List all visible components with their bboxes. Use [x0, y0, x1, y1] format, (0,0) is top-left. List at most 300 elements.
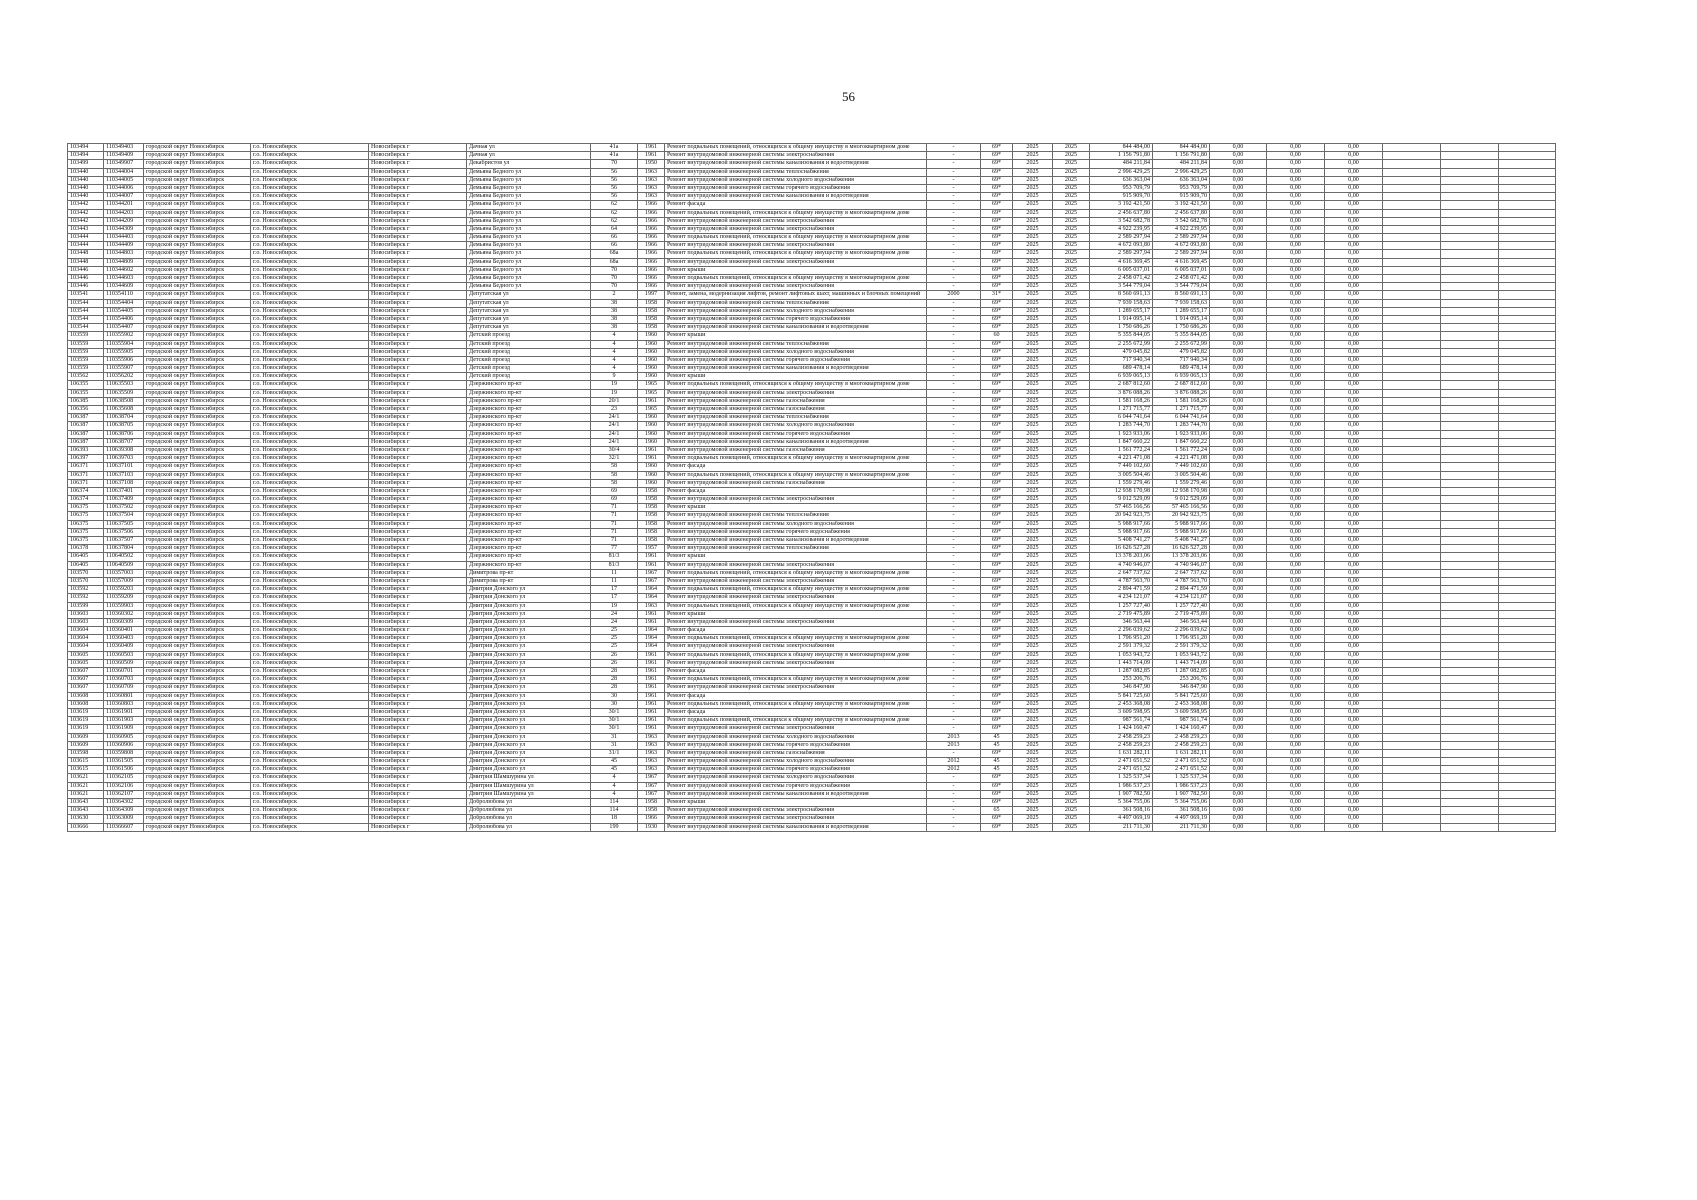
cell-street: Детский проезд	[467, 340, 591, 348]
cell-work-type: Ремонт внутридомовой инженерной системы горячего водоснабжения	[665, 766, 927, 774]
cell-municipal-district: г.о. Новосибирск	[251, 365, 369, 373]
cell-total-cost: 6 939 065,13	[1090, 373, 1153, 381]
cell-plan-end-year: 2025	[1053, 307, 1090, 315]
cell-house-number: 58	[591, 479, 638, 487]
cell-street: Дзержинского пр-кт	[467, 561, 591, 569]
cell-house-number: 62	[591, 209, 638, 217]
cell-work-id: 110637108	[104, 479, 144, 487]
cell-extra-col-1	[1383, 324, 1441, 332]
cell-street: Демьяна Бедного ул	[467, 242, 591, 250]
cell-street: Дмитрия Донского ул	[467, 618, 591, 626]
cell-extra-col-3	[1499, 635, 1556, 643]
cell-extra-col-1	[1383, 455, 1441, 463]
cell-budget-local: 0,00	[1325, 275, 1383, 283]
cell-municipality: городской округ Новосибирск	[144, 160, 251, 168]
cell-budget-regional: 0,00	[1267, 496, 1325, 504]
cell-work-id: 110360801	[104, 692, 144, 700]
cell-locality: Новосибирск г	[369, 234, 467, 242]
cell-fund-cost: 2 255 672,99	[1153, 340, 1210, 348]
cell-extra-col-1	[1383, 176, 1441, 184]
cell-street: Добролюбова ул	[467, 807, 591, 815]
cell-budget-regional: 0,00	[1267, 225, 1325, 233]
cell-extra-col-3	[1499, 291, 1556, 299]
cell-budget-federal: 0,00	[1210, 504, 1267, 512]
cell-extra-col-1	[1383, 487, 1441, 495]
table-row	[68, 758, 1556, 766]
cell-extra-col-3	[1499, 610, 1556, 618]
cell-house-id: 106375	[68, 504, 104, 512]
cell-work-type: Ремонт внутридомовой инженерной системы электроснабжения	[665, 643, 927, 651]
cell-house-number: 62	[591, 201, 638, 209]
cell-street: Депутатская ул	[467, 299, 591, 307]
cell-locality: Новосибирск г	[369, 193, 467, 201]
cell-extra-col-1	[1383, 381, 1441, 389]
cell-extra-col-2	[1441, 602, 1499, 610]
table-row	[68, 438, 1556, 446]
cell-fund-cost: 211 711,30	[1153, 823, 1210, 831]
cell-budget-local: 0,00	[1325, 496, 1383, 504]
cell-budget-local: 0,00	[1325, 446, 1383, 454]
cell-budget-local: 0,00	[1325, 635, 1383, 643]
table-row	[68, 324, 1556, 332]
cell-plan-start-year: 2025	[1013, 242, 1053, 250]
cell-house-number: 71	[591, 520, 638, 528]
cell-municipality: городской округ Новосибирск	[144, 176, 251, 184]
cell-fund-cost: 4 672 093,80	[1153, 242, 1210, 250]
cell-extra-col-1	[1383, 569, 1441, 577]
cell-extra-col-2	[1441, 209, 1499, 217]
cell-house-number: 45	[591, 766, 638, 774]
cell-house-number: 114	[591, 807, 638, 815]
cell-municipal-district: г.о. Новосибирск	[251, 144, 369, 152]
cell-fund-cost: 3 609 598,95	[1153, 708, 1210, 716]
cell-street: Демьяна Бедного ул	[467, 168, 591, 176]
cell-street: Демьяна Бедного ул	[467, 258, 591, 266]
cell-house-number: 56	[591, 193, 638, 201]
cell-work-id: 110360403	[104, 635, 144, 643]
cell-work-type: Ремонт внутридомовой инженерной системы электроснабжения	[665, 594, 927, 602]
cell-extra-col-1	[1383, 659, 1441, 667]
cell-municipal-district: г.о. Новосибирск	[251, 184, 369, 192]
cell-street: Демьяна Бедного ул	[467, 201, 591, 209]
cell-extra-col-3	[1499, 414, 1556, 422]
cell-extra-col-2	[1441, 471, 1499, 479]
cell-municipality: городской округ Новосибирск	[144, 758, 251, 766]
table-row	[68, 332, 1556, 340]
cell-last-repair-year: -	[927, 446, 981, 454]
cell-work-type: Ремонт внутридомовой инженерной системы электроснабжения	[665, 152, 927, 160]
cell-house-id: 106405	[68, 553, 104, 561]
cell-budget-local: 0,00	[1325, 528, 1383, 536]
cell-house-number: 81/3	[591, 553, 638, 561]
cell-municipal-district: г.о. Новосибирск	[251, 823, 369, 831]
cell-budget-federal: 0,00	[1210, 446, 1267, 454]
cell-house-id: 103605	[68, 659, 104, 667]
cell-municipality: городской округ Новосибирск	[144, 545, 251, 553]
cell-extra-col-1	[1383, 258, 1441, 266]
cell-budget-federal: 0,00	[1210, 168, 1267, 176]
cell-extra-col-3	[1499, 676, 1556, 684]
cell-work-id: 110360401	[104, 627, 144, 635]
cell-work-type: Ремонт внутридомовой инженерной системы горячего водоснабжения	[665, 528, 927, 536]
cell-work-type: Ремонт внутридомовой инженерной системы газоснабжения	[665, 749, 927, 757]
cell-plan-end-year: 2025	[1053, 430, 1090, 438]
cell-total-cost: 5 408 741,27	[1090, 537, 1153, 545]
cell-budget-local: 0,00	[1325, 152, 1383, 160]
cell-locality: Новосибирск г	[369, 389, 467, 397]
cell-municipal-district: г.о. Новосибирск	[251, 422, 369, 430]
cell-work-id: 110366607	[104, 823, 144, 831]
cell-street: Добролюбова ул	[467, 815, 591, 823]
cell-extra-col-1	[1383, 217, 1441, 225]
cell-municipal-district: г.о. Новосибирск	[251, 340, 369, 348]
cell-budget-regional: 0,00	[1267, 725, 1325, 733]
cell-budget-local: 0,00	[1325, 782, 1383, 790]
cell-work-id: 110638707	[104, 438, 144, 446]
cell-street: Детский проезд	[467, 365, 591, 373]
cell-budget-local: 0,00	[1325, 668, 1383, 676]
cell-locality: Новосибирск г	[369, 545, 467, 553]
table-row	[68, 708, 1556, 716]
cell-extra-col-3	[1499, 700, 1556, 708]
cell-work-id: 110364309	[104, 807, 144, 815]
cell-work-type: Ремонт внутридомовой инженерной системы канализования и водоотведения	[665, 438, 927, 446]
cell-extra-col-3	[1499, 471, 1556, 479]
cell-work-id: 110637409	[104, 496, 144, 504]
cell-fund-cost: 2 456 637,80	[1153, 209, 1210, 217]
cell-locality: Новосибирск г	[369, 225, 467, 233]
cell-budget-federal: 0,00	[1210, 299, 1267, 307]
cell-extra-col-1	[1383, 537, 1441, 545]
cell-municipal-district: г.о. Новосибирск	[251, 479, 369, 487]
cell-house-number: 24	[591, 610, 638, 618]
cell-extra-col-3	[1499, 537, 1556, 545]
cell-budget-federal: 0,00	[1210, 676, 1267, 684]
cell-budget-regional: 0,00	[1267, 160, 1325, 168]
cell-extra-col-1	[1383, 356, 1441, 364]
cell-municipal-district: г.о. Новосибирск	[251, 332, 369, 340]
cell-work-type: Ремонт внутридомовой инженерной системы канализования и водоотведения	[665, 324, 927, 332]
cell-extra-col-3	[1499, 807, 1556, 815]
table-row	[68, 479, 1556, 487]
cell-extra-col-3	[1499, 356, 1556, 364]
cell-plan-start-year: 2025	[1013, 176, 1053, 184]
cell-total-cost: 6 044 741,64	[1090, 414, 1153, 422]
cell-last-repair-year: -	[927, 684, 981, 692]
cell-municipality: городской округ Новосибирск	[144, 487, 251, 495]
cell-last-repair-year: -	[927, 315, 981, 323]
cell-extra-col-3	[1499, 692, 1556, 700]
cell-budget-federal: 0,00	[1210, 209, 1267, 217]
cell-municipality: городской округ Новосибирск	[144, 528, 251, 536]
cell-house-number: 69	[591, 487, 638, 495]
cell-plan-end-year: 2025	[1053, 332, 1090, 340]
cell-total-cost: 4 922 239,95	[1090, 225, 1153, 233]
cell-municipality: городской округ Новосибирск	[144, 332, 251, 340]
cell-work-type: Ремонт внутридомовой инженерной системы горячего водоснабжения	[665, 741, 927, 749]
cell-locality: Новосибирск г	[369, 463, 467, 471]
cell-extra-col-2	[1441, 414, 1499, 422]
cell-work-type: Ремонт подвальных помещений, относящихся к общему имуществу в многоквартирном доме	[665, 455, 927, 463]
cell-locality: Новосибирск г	[369, 299, 467, 307]
cell-total-cost: 1 914 095,14	[1090, 315, 1153, 323]
cell-locality: Новосибирск г	[369, 422, 467, 430]
cell-plan-end-year: 2025	[1053, 397, 1090, 405]
cell-last-repair-year: 2013	[927, 733, 981, 741]
cell-municipal-district: г.о. Новосибирск	[251, 176, 369, 184]
cell-last-repair-year: -	[927, 373, 981, 381]
cell-plan-end-year: 2025	[1053, 299, 1090, 307]
table-row	[68, 209, 1556, 217]
cell-extra-col-3	[1499, 455, 1556, 463]
cell-house-number: 77	[591, 545, 638, 553]
cell-extra-col-2	[1441, 455, 1499, 463]
cell-wear-percent: 69*	[981, 749, 1013, 757]
cell-house-number: 11	[591, 569, 638, 577]
cell-plan-start-year: 2025	[1013, 291, 1053, 299]
cell-extra-col-2	[1441, 766, 1499, 774]
cell-last-repair-year: -	[927, 168, 981, 176]
cell-total-cost: 7 449 102,60	[1090, 463, 1153, 471]
table-row	[68, 365, 1556, 373]
cell-budget-local: 0,00	[1325, 766, 1383, 774]
cell-plan-end-year: 2025	[1053, 217, 1090, 225]
cell-house-number: 81/3	[591, 561, 638, 569]
cell-wear-percent: 69*	[981, 569, 1013, 577]
cell-work-id: 110637505	[104, 520, 144, 528]
cell-work-type: Ремонт внутридомовой инженерной системы электроснабжения	[665, 618, 927, 626]
cell-budget-federal: 0,00	[1210, 479, 1267, 487]
cell-build-year: 1966	[638, 201, 665, 209]
table-row	[68, 790, 1556, 798]
cell-fund-cost: 6 939 065,13	[1153, 373, 1210, 381]
cell-street: Демьяна Бедного ул	[467, 283, 591, 291]
cell-municipal-district: г.о. Новосибирск	[251, 381, 369, 389]
cell-budget-regional: 0,00	[1267, 790, 1325, 798]
cell-wear-percent: 69*	[981, 299, 1013, 307]
cell-plan-start-year: 2025	[1013, 741, 1053, 749]
cell-municipality: городской округ Новосибирск	[144, 299, 251, 307]
cell-fund-cost: 1 631 282,11	[1153, 749, 1210, 757]
table-row	[68, 397, 1556, 405]
cell-work-type: Ремонт внутридомовой инженерной системы канализования и водоотведения	[665, 160, 927, 168]
cell-locality: Новосибирск г	[369, 741, 467, 749]
cell-budget-regional: 0,00	[1267, 823, 1325, 831]
cell-budget-federal: 0,00	[1210, 823, 1267, 831]
cell-wear-percent: 69*	[981, 717, 1013, 725]
cell-municipality: городской округ Новосибирск	[144, 496, 251, 504]
cell-extra-col-1	[1383, 586, 1441, 594]
cell-work-type: Ремонт подвальных помещений, относящихся к общему имуществу в многоквартирном доме	[665, 471, 927, 479]
cell-plan-end-year: 2025	[1053, 684, 1090, 692]
cell-house-number: 56	[591, 168, 638, 176]
cell-wear-percent: 69*	[981, 618, 1013, 626]
cell-build-year: 1997	[638, 291, 665, 299]
cell-fund-cost: 1 914 095,14	[1153, 315, 1210, 323]
cell-budget-local: 0,00	[1325, 463, 1383, 471]
cell-build-year: 1960	[638, 365, 665, 373]
cell-municipal-district: г.о. Новосибирск	[251, 438, 369, 446]
cell-street: Дмитрия Шамшурина ул	[467, 782, 591, 790]
cell-municipality: городской округ Новосибирск	[144, 512, 251, 520]
cell-last-repair-year: -	[927, 430, 981, 438]
cell-budget-local: 0,00	[1325, 618, 1383, 626]
cell-street: Демьяна Бедного ул	[467, 176, 591, 184]
cell-plan-start-year: 2025	[1013, 422, 1053, 430]
cell-plan-end-year: 2025	[1053, 184, 1090, 192]
cell-last-repair-year: -	[927, 487, 981, 495]
cell-work-id: 110344006	[104, 184, 144, 192]
cell-total-cost: 5 988 917,66	[1090, 520, 1153, 528]
cell-work-id: 110344005	[104, 176, 144, 184]
cell-budget-federal: 0,00	[1210, 234, 1267, 242]
cell-extra-col-2	[1441, 397, 1499, 405]
cell-fund-cost: 2 296 039,62	[1153, 627, 1210, 635]
cell-municipal-district: г.о. Новосибирск	[251, 275, 369, 283]
cell-total-cost: 3 542 682,78	[1090, 217, 1153, 225]
cell-extra-col-3	[1499, 799, 1556, 807]
cell-house-id: 103541	[68, 291, 104, 299]
cell-total-cost: 12 938 170,98	[1090, 487, 1153, 495]
cell-wear-percent: 69*	[981, 209, 1013, 217]
cell-house-number: 58	[591, 471, 638, 479]
cell-wear-percent: 69*	[981, 528, 1013, 536]
cell-plan-end-year: 2025	[1053, 283, 1090, 291]
cell-municipality: городской округ Новосибирск	[144, 446, 251, 454]
cell-extra-col-1	[1383, 561, 1441, 569]
cell-locality: Новосибирск г	[369, 471, 467, 479]
cell-wear-percent: 69*	[981, 774, 1013, 782]
cell-plan-end-year: 2025	[1053, 422, 1090, 430]
cell-extra-col-2	[1441, 152, 1499, 160]
cell-municipality: городской округ Новосибирск	[144, 717, 251, 725]
cell-plan-start-year: 2025	[1013, 659, 1053, 667]
cell-plan-end-year: 2025	[1053, 242, 1090, 250]
cell-total-cost: 361 508,16	[1090, 807, 1153, 815]
cell-budget-regional: 0,00	[1267, 307, 1325, 315]
cell-build-year: 1960	[638, 422, 665, 430]
cell-street: Дзержинского пр-кт	[467, 463, 591, 471]
cell-municipal-district: г.о. Новосибирск	[251, 815, 369, 823]
cell-build-year: 1961	[638, 553, 665, 561]
cell-budget-federal: 0,00	[1210, 160, 1267, 168]
cell-budget-regional: 0,00	[1267, 733, 1325, 741]
table-row	[68, 315, 1556, 323]
cell-total-cost: 2 296 039,62	[1090, 627, 1153, 635]
cell-build-year: 1957	[638, 545, 665, 553]
cell-extra-col-1	[1383, 684, 1441, 692]
cell-house-id: 103604	[68, 627, 104, 635]
cell-house-id: 106393	[68, 446, 104, 454]
cell-extra-col-2	[1441, 708, 1499, 716]
cell-plan-end-year: 2025	[1053, 144, 1090, 152]
cell-last-repair-year: -	[927, 700, 981, 708]
cell-budget-regional: 0,00	[1267, 504, 1325, 512]
cell-extra-col-3	[1499, 569, 1556, 577]
cell-work-type: Ремонт подвальных помещений, относящихся к общему имуществу в многоквартирном доме	[665, 717, 927, 725]
cell-plan-end-year: 2025	[1053, 225, 1090, 233]
cell-fund-cost: 253 206,76	[1153, 676, 1210, 684]
cell-municipal-district: г.о. Новосибирск	[251, 569, 369, 577]
cell-last-repair-year: -	[927, 643, 981, 651]
cell-fund-cost: 1 289 655,17	[1153, 307, 1210, 315]
cell-budget-regional: 0,00	[1267, 512, 1325, 520]
page-number: 56	[842, 89, 855, 104]
cell-build-year: 1963	[638, 168, 665, 176]
cell-plan-end-year: 2025	[1053, 463, 1090, 471]
cell-build-year: 1963	[638, 602, 665, 610]
cell-last-repair-year: -	[927, 471, 981, 479]
cell-municipal-district: г.о. Новосибирск	[251, 758, 369, 766]
cell-municipality: городской округ Новосибирск	[144, 283, 251, 291]
cell-extra-col-1	[1383, 528, 1441, 536]
cell-municipality: городской округ Новосибирск	[144, 463, 251, 471]
cell-house-id: 103559	[68, 356, 104, 364]
cell-municipality: городской округ Новосибирск	[144, 651, 251, 659]
cell-extra-col-3	[1499, 225, 1556, 233]
cell-locality: Новосибирск г	[369, 217, 467, 225]
cell-build-year: 1967	[638, 569, 665, 577]
cell-locality: Новосибирск г	[369, 651, 467, 659]
cell-house-number: 30/1	[591, 717, 638, 725]
cell-plan-end-year: 2025	[1053, 749, 1090, 757]
cell-wear-percent: 69*	[981, 815, 1013, 823]
cell-street: Дзержинского пр-кт	[467, 397, 591, 405]
cell-build-year: 1966	[638, 258, 665, 266]
cell-budget-local: 0,00	[1325, 356, 1383, 364]
cell-plan-start-year: 2025	[1013, 160, 1053, 168]
cell-budget-local: 0,00	[1325, 610, 1383, 618]
cell-build-year: 1961	[638, 708, 665, 716]
cell-budget-regional: 0,00	[1267, 668, 1325, 676]
cell-street: Дзержинского пр-кт	[467, 422, 591, 430]
table-row	[68, 676, 1556, 684]
cell-extra-col-2	[1441, 168, 1499, 176]
cell-extra-col-3	[1499, 340, 1556, 348]
cell-house-id: 106375	[68, 512, 104, 520]
cell-extra-col-2	[1441, 725, 1499, 733]
cell-extra-col-3	[1499, 201, 1556, 209]
cell-fund-cost: 4 234 121,07	[1153, 594, 1210, 602]
cell-plan-end-year: 2025	[1053, 635, 1090, 643]
cell-extra-col-2	[1441, 144, 1499, 152]
cell-locality: Новосибирск г	[369, 258, 467, 266]
cell-build-year: 1961	[638, 659, 665, 667]
cell-last-repair-year: -	[927, 152, 981, 160]
cell-plan-start-year: 2025	[1013, 610, 1053, 618]
cell-budget-local: 0,00	[1325, 586, 1383, 594]
cell-budget-federal: 0,00	[1210, 275, 1267, 283]
cell-street: Дмитрия Шамшурина ул	[467, 790, 591, 798]
cell-locality: Новосибирск г	[369, 537, 467, 545]
cell-extra-col-2	[1441, 553, 1499, 561]
cell-locality: Новосибирск г	[369, 708, 467, 716]
cell-locality: Новосибирск г	[369, 365, 467, 373]
cell-locality: Новосибирск г	[369, 381, 467, 389]
cell-plan-end-year: 2025	[1053, 520, 1090, 528]
cell-extra-col-1	[1383, 307, 1441, 315]
cell-budget-federal: 0,00	[1210, 201, 1267, 209]
cell-total-cost: 1 847 660,22	[1090, 438, 1153, 446]
cell-wear-percent: 69*	[981, 160, 1013, 168]
cell-house-id: 106374	[68, 496, 104, 504]
cell-extra-col-2	[1441, 651, 1499, 659]
cell-plan-start-year: 2025	[1013, 643, 1053, 651]
cell-work-id: 110637103	[104, 471, 144, 479]
cell-house-number: 4	[591, 365, 638, 373]
cell-house-number: 30/1	[591, 725, 638, 733]
cell-last-repair-year: -	[927, 692, 981, 700]
